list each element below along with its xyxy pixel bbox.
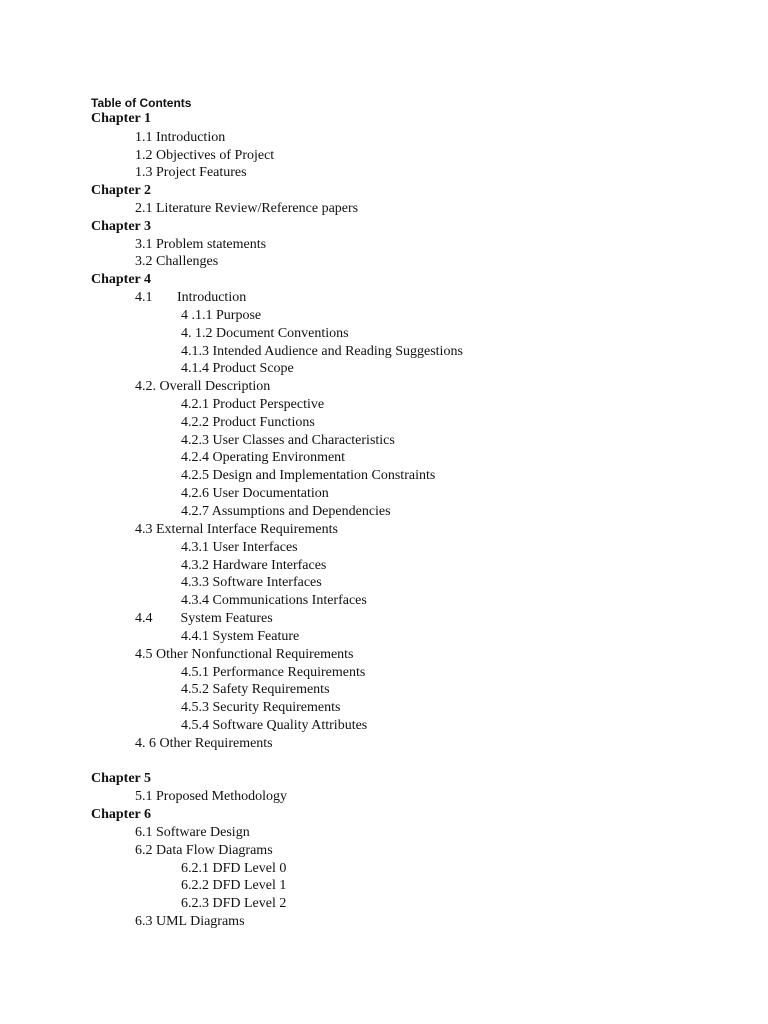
toc-entry: 2.1 Literature Review/Reference papers bbox=[135, 201, 359, 216]
toc-entry: 4.3 External Interface Requirements bbox=[135, 522, 338, 537]
toc-entry: 6.3 UML Diagrams bbox=[135, 914, 245, 929]
toc-subentry: 4.1.3 Intended Audience and Reading Suggestions bbox=[181, 344, 463, 359]
toc-entry: 1.1 Introduction bbox=[135, 130, 226, 145]
toc-subentry: 4.2.4 Operating Environment bbox=[181, 450, 346, 465]
toc-entry: 4. 6 Other Requirements bbox=[135, 736, 273, 751]
toc-subentry: 4.2.6 User Documentation bbox=[181, 486, 329, 501]
toc-subentry: 4 .1.1 Purpose bbox=[181, 308, 262, 323]
toc-entry: 1.3 Project Features bbox=[135, 165, 247, 180]
chapter-heading: Chapter 3 bbox=[91, 219, 152, 234]
toc-subentry: 4.3.3 Software Interfaces bbox=[181, 575, 322, 590]
toc-subentry: 4.4.1 System Feature bbox=[181, 629, 300, 644]
toc-subentry: 4.5.3 Security Requirements bbox=[181, 700, 341, 715]
toc-entry: 4.5 Other Nonfunctional Requirements bbox=[135, 647, 354, 662]
toc-subentry: 4.2.1 Product Perspective bbox=[181, 397, 325, 412]
toc-entry: 1.2 Objectives of Project bbox=[135, 148, 275, 163]
toc-entry: 4.1 Introduction bbox=[135, 290, 247, 305]
chapter-heading: Chapter 5 bbox=[91, 771, 152, 786]
toc-subentry: 6.2.1 DFD Level 0 bbox=[181, 861, 287, 876]
chapter-heading: Chapter 6 bbox=[91, 807, 152, 822]
toc-subentry: 4.5.4 Software Quality Attributes bbox=[181, 718, 368, 733]
toc-subentry: 4.2.5 Design and Implementation Constraints bbox=[181, 468, 436, 483]
toc-subentry: 4.2.3 User Classes and Characteristics bbox=[181, 433, 395, 448]
toc-entry: 6.2 Data Flow Diagrams bbox=[135, 843, 273, 858]
toc-entry: 4.2. Overall Description bbox=[135, 379, 271, 394]
toc-entry: 5.1 Proposed Methodology bbox=[135, 789, 288, 804]
toc-subentry: 4.1.4 Product Scope bbox=[181, 361, 294, 376]
toc-subentry: 4. 1.2 Document Conventions bbox=[181, 326, 349, 341]
toc-subentry: 6.2.3 DFD Level 2 bbox=[181, 896, 287, 911]
toc-title: Table of Contents bbox=[91, 96, 192, 110]
toc-subentry: 4.2.2 Product Functions bbox=[181, 415, 315, 430]
toc-entry: 4.4 System Features bbox=[135, 611, 273, 626]
toc-subentry: 4.3.2 Hardware Interfaces bbox=[181, 558, 327, 573]
toc-subentry: 4.5.1 Performance Requirements bbox=[181, 665, 366, 680]
toc-subentry: 6.2.2 DFD Level 1 bbox=[181, 878, 287, 893]
toc-entry: 6.1 Software Design bbox=[135, 825, 250, 840]
toc-subentry: 4.3.1 User Interfaces bbox=[181, 540, 298, 555]
chapter-heading: Chapter 4 bbox=[91, 272, 152, 287]
chapter-heading: Chapter 1 bbox=[91, 111, 152, 126]
toc-entry: 3.2 Challenges bbox=[135, 254, 219, 269]
toc-subentry: 4.2.7 Assumptions and Dependencies bbox=[181, 504, 391, 519]
toc-subentry: 4.5.2 Safety Requirements bbox=[181, 682, 330, 697]
chapter-heading: Chapter 2 bbox=[91, 183, 152, 198]
toc-entry: 3.1 Problem statements bbox=[135, 237, 267, 252]
toc-subentry: 4.3.4 Communications Interfaces bbox=[181, 593, 367, 608]
